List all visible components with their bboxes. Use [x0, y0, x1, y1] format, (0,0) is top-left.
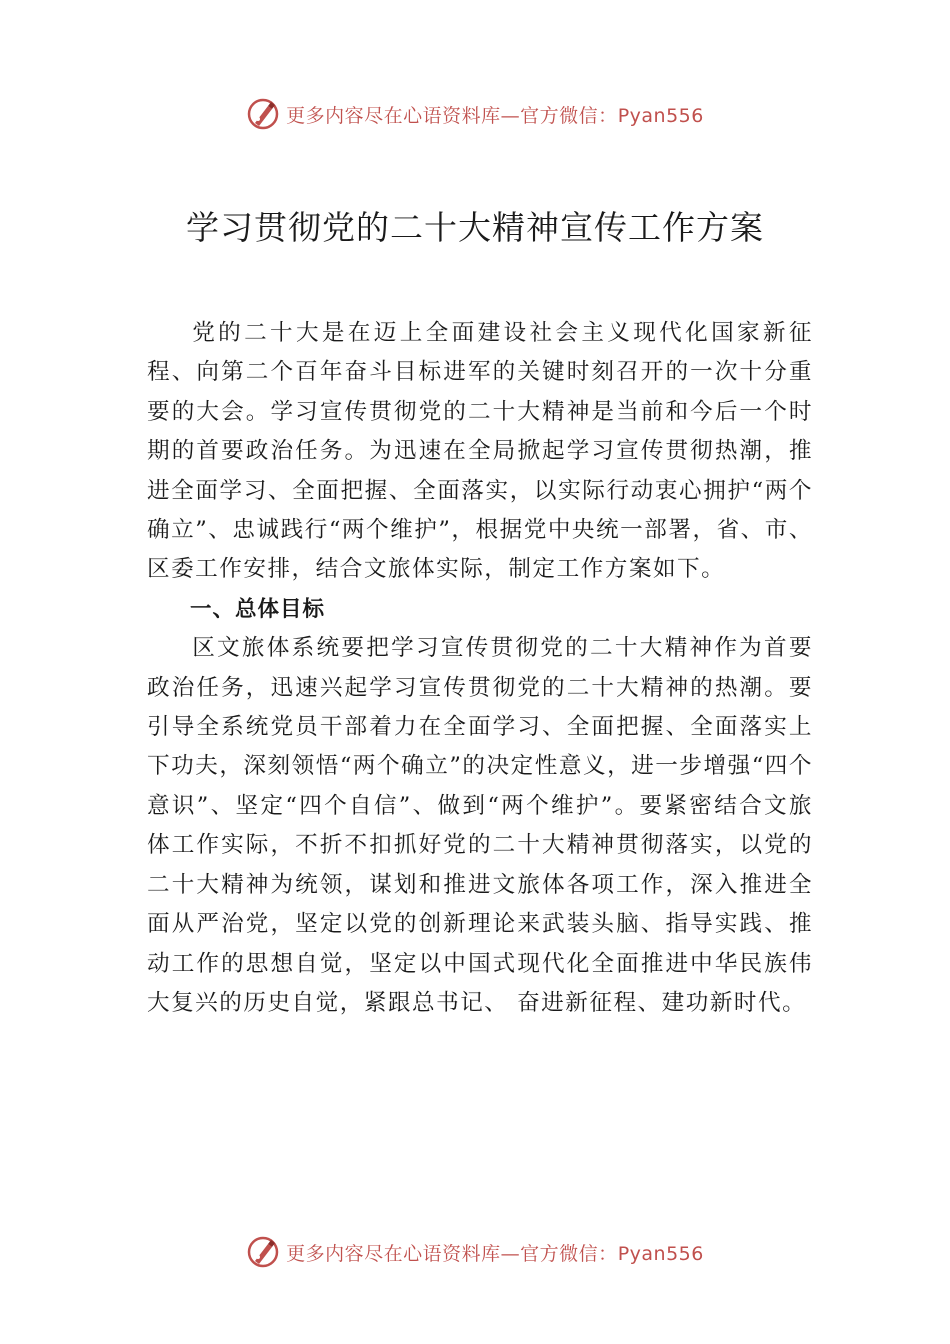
- watermark-contact-label: 官方微信：: [520, 104, 618, 127]
- section-heading: 一、总体目标: [190, 596, 326, 622]
- intro-paragraph: 党的二十大是在迈上全面建设社会主义现代化国家新征程、向第二个百年奋斗目标进军的关键时刻召开的一次十分重要的大会。学习宣传贯彻党的二十大精神是当前和今后一个时期的首要政治任务。为迅速在全局掀起学习宣传贯彻热潮，推进全面学习、全面把握、全面落实，以实际行动衷心拥护“两个确立”、忠诚践行“两个维护”，根据党中央统一部署，省、市、区委工作安排，结合文旅体实际，制定工作方案如下。: [147, 320, 813, 583]
- footer-watermark: [0, 1232, 950, 1272]
- section-paragraph: 区文旅体系统要把学习宣传贯彻党的二十大精神作为首要政治任务，迅速兴起学习宣传贯彻党的二十大精神的热潮。要引导全系统党员干部着力在全面学习、全面把握、全面落实上下功夫，深刻领悟“两个确立”的决定性意义，进一步增强“四个意识”、坚定“四个自信”、做到“两个维护”。要紧密结合文旅体工作实际，不折不扣抓好党的二十大精神贯彻落实，以党的二十大精神为统领，谋划和推进文旅体各项工作，深入推进全面从严治党，坚定以党的创新理论来武装头脑、指导实践、推动工作的思想自觉，坚定以中国式现代化全面推进中华民族伟大复兴的历史自觉，紧跟总书记、 奋进新征程、建功新时代。: [147, 635, 813, 1016]
- watermark-brand: 更多内容尽在心语资料库: [286, 104, 501, 127]
- document-body: [147, 314, 813, 1023]
- pen-nib-logo-icon: [246, 97, 280, 131]
- watermark-contact-label: 官方微信：: [520, 1242, 618, 1265]
- header-watermark: [0, 94, 950, 134]
- pen-nib-logo-icon: [246, 1235, 280, 1269]
- watermark-text: [286, 1239, 704, 1266]
- document-title: 学习贯彻党的二十大精神宣传工作方案: [186, 208, 764, 247]
- watermark-contact-id: Pyan556: [617, 104, 704, 127]
- watermark-separator: —: [500, 1242, 521, 1265]
- watermark-contact-id: Pyan556: [617, 1242, 704, 1265]
- watermark-separator: —: [500, 104, 521, 127]
- watermark-text: [286, 101, 704, 128]
- watermark-brand: 更多内容尽在心语资料库: [286, 1242, 501, 1265]
